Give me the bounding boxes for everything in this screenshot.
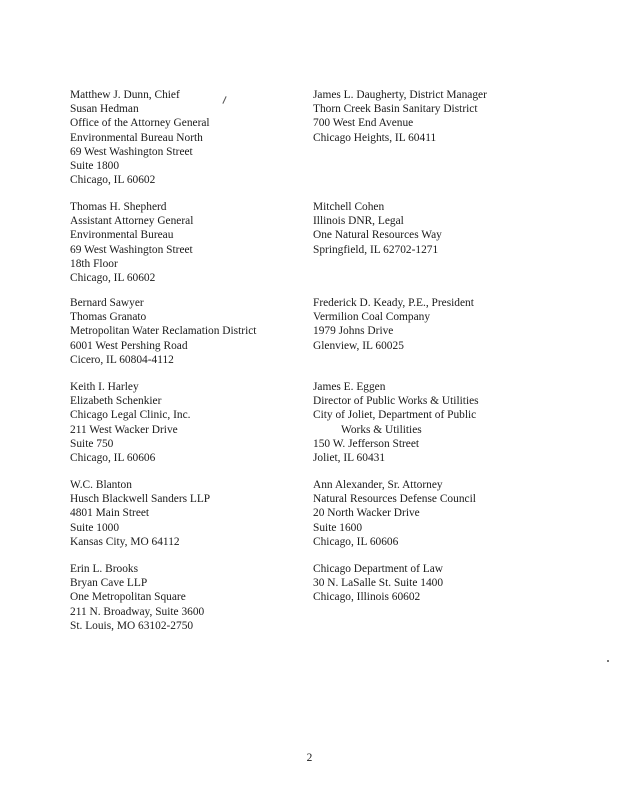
address-block — [70, 478, 210, 549]
address-line: 4801 Main Street — [70, 507, 150, 520]
address-line: Mitchell Cohen — [313, 201, 385, 213]
address-line: Director of Public Works & Utilities — [313, 395, 479, 408]
address-line: Joliet, IL 60431 — [313, 452, 386, 465]
address-line: Natural Resources Defense Council — [313, 493, 476, 506]
address-line: Environmental Bureau — [70, 229, 174, 242]
address-line: Springfield, IL 62702-1271 — [313, 243, 439, 256]
address-line: Chicago Department of Law — [313, 563, 443, 575]
address-line: Illinois DNR, Legal — [313, 215, 404, 228]
address-line: 6001 West Pershing Road — [70, 339, 188, 352]
address-line: James E. Eggen — [313, 381, 386, 393]
address-line: W.C. Blanton — [70, 479, 132, 491]
address-line: Bernard Sawyer — [70, 297, 144, 309]
address-block — [313, 478, 476, 549]
address-line: Thomas Granato — [70, 311, 147, 324]
address-line: One Metropolitan Square — [70, 591, 186, 604]
address-line: Environmental Bureau North — [70, 131, 203, 144]
address-line: Chicago Heights, IL 60411 — [313, 131, 437, 144]
address-line: 20 North Wacker Drive — [313, 507, 420, 520]
address-line: Vermilion Coal Company — [313, 311, 431, 324]
address-block — [313, 562, 443, 605]
address-block — [313, 380, 479, 465]
address-line: Elizabeth Schenkier — [70, 395, 162, 408]
address-block — [313, 296, 474, 353]
address-block — [70, 296, 256, 367]
address-line: Metropolitan Water Reclamation District — [70, 325, 257, 338]
address-line: Chicago, Illinois 60602 — [313, 591, 421, 604]
address-line: Office of the Attorney General — [70, 117, 210, 130]
address-line: 211 N. Broadway, Suite 3600 — [70, 605, 205, 618]
address-line: Chicago, IL 60602 — [70, 272, 156, 285]
address-line: 1979 Johns Drive — [313, 325, 394, 338]
address-line: Thorn Creek Basin Sanitary District — [313, 103, 478, 116]
address-line: Works & Utilities — [341, 423, 422, 436]
address-line: Chicago, IL 60606 — [70, 452, 156, 465]
address-line: Frederick D. Keady, P.E., President — [313, 297, 474, 309]
address-line: Suite 750 — [70, 437, 114, 450]
address-line: St. Louis, MO 63102-2750 — [70, 619, 194, 632]
address-line: Kansas City, MO 64112 — [70, 535, 180, 548]
address-line: Assistant Attorney General — [70, 215, 194, 228]
page-number: 2 — [306, 752, 313, 764]
address-line: Chicago, IL 60602 — [70, 174, 156, 187]
address-block — [70, 88, 210, 187]
address-line: 18th Floor — [70, 257, 118, 270]
address-line: Suite 1800 — [70, 160, 120, 173]
address-line: 150 W. Jefferson Street — [313, 437, 420, 450]
address-line: Chicago, IL 60606 — [313, 535, 399, 548]
address-line: Thomas H. Shepherd — [70, 201, 167, 213]
address-line: 700 West End Avenue — [313, 117, 414, 130]
address-line: 211 West Wacker Drive — [70, 423, 178, 436]
address-block — [313, 88, 487, 145]
scan-speck — [607, 660, 609, 662]
address-line: 69 West Washington Street — [70, 145, 193, 158]
address-line: Chicago Legal Clinic, Inc. — [70, 409, 191, 422]
address-line: Suite 1600 — [313, 521, 363, 534]
address-block — [70, 562, 204, 633]
address-line: Husch Blackwell Sanders LLP — [70, 493, 211, 506]
address-line: Erin L. Brooks — [70, 563, 139, 575]
address-line: Bryan Cave LLP — [70, 577, 148, 590]
address-line: 30 N. LaSalle St. Suite 1400 — [313, 577, 444, 590]
address-line: Susan Hedman — [70, 103, 139, 116]
address-line: Keith I. Harley — [70, 381, 139, 393]
stray-mark — [222, 96, 226, 104]
address-line: 69 West Washington Street — [70, 243, 193, 256]
address-block — [313, 200, 442, 257]
address-line: Matthew J. Dunn, Chief — [70, 89, 180, 101]
address-line: One Natural Resources Way — [313, 229, 442, 242]
address-line: Cicero, IL 60804-4112 — [70, 353, 174, 366]
address-block — [70, 380, 191, 465]
address-line: City of Joliet, Department of Public — [313, 409, 477, 422]
address-line: Glenview, IL 60025 — [313, 339, 404, 352]
address-line: Ann Alexander, Sr. Attorney — [313, 479, 443, 491]
address-line: Suite 1000 — [70, 521, 120, 534]
address-block — [70, 200, 193, 285]
address-line: James L. Daugherty, District Manager — [313, 89, 487, 101]
